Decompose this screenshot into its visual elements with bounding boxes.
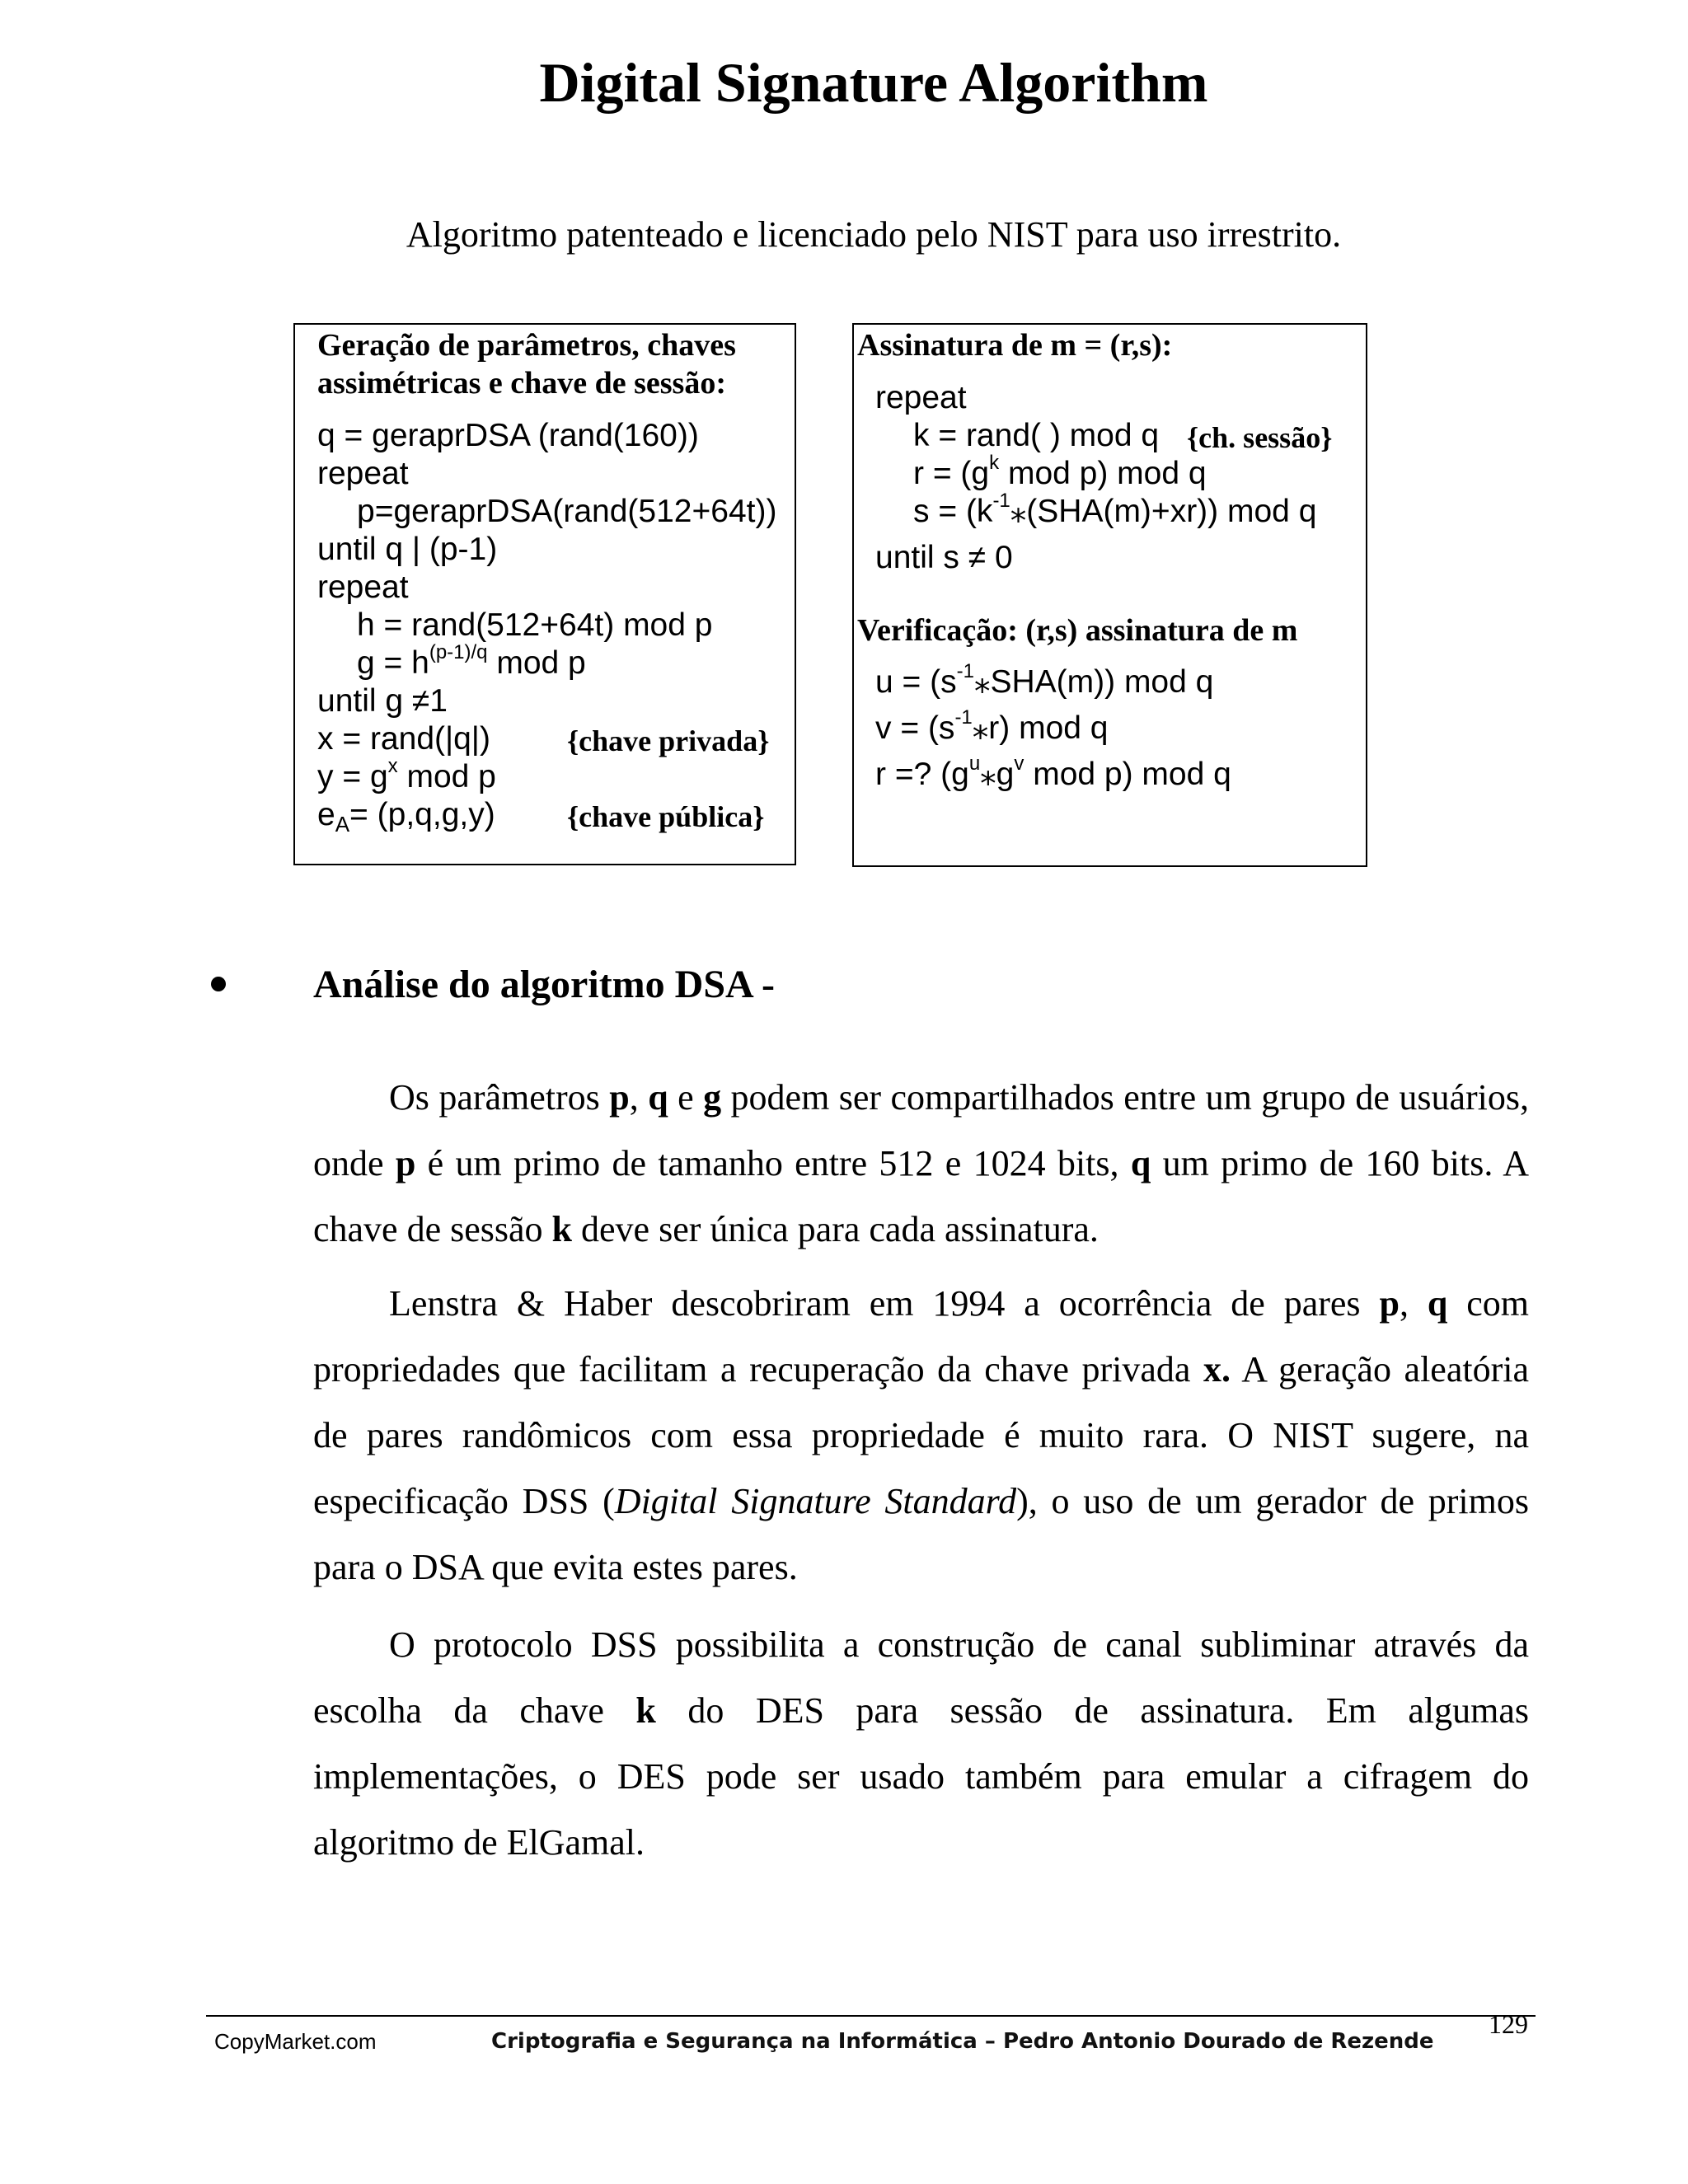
p1-text: ,: [629, 1077, 649, 1118]
right-line-1: repeat: [875, 380, 967, 415]
verify-line-2-rest: ⁎r) mod q: [972, 710, 1109, 746]
section-heading: Análise do algoritmo DSA -: [313, 963, 776, 1006]
public-key-note: {chave pública}: [567, 800, 765, 833]
p1-text: podem ser compartilhados entre um grupo de usuários, onde: [313, 1077, 1529, 1183]
paragraph-1: [313, 1065, 1529, 1263]
session-key-note: {ch. sessão}: [1187, 421, 1333, 454]
left-line-7-exponent: (p-1)/q: [429, 641, 488, 663]
footer-book-title: Criptografia e Segurança na Informática – Pedro Antonio Dourado de Rezende: [491, 2029, 1434, 2054]
verify-line-3-exponent-u: u: [968, 752, 981, 775]
verify-line-2-base: v = (s: [875, 710, 955, 746]
left-line-4: until q | (p-1): [317, 532, 498, 567]
p2-text: Lenstra & Haber descobriram em 1994 a ocorrência de pares: [389, 1283, 1380, 1324]
p1-text: Os parâmetros: [389, 1077, 610, 1118]
paragraph-3: [313, 1612, 1529, 1876]
right-line-4-base: s = (k: [913, 494, 993, 529]
left-line-10-exponent: x: [387, 755, 398, 777]
p1-text: um primo de 160 bits. A chave de sessão: [313, 1143, 1529, 1249]
right-line-4: [913, 490, 1317, 531]
p2-text: A geração aleatória de pares randômicos com essa propriedade é muito rara. O NIST sugere, na especificação DSS (: [313, 1349, 1529, 1521]
verify-line-3-rest: mod p) mod q: [1024, 757, 1231, 792]
verify-line-2-exponent: -1: [954, 706, 973, 729]
p1-text: é um primo de tamanho entre 512 e 1024 bits,: [415, 1143, 1131, 1183]
left-line-3: p=geraprDSA(rand(512+64t)): [357, 494, 777, 529]
left-line-10: [317, 755, 496, 796]
p1-bold: k: [551, 1209, 573, 1249]
left-box-heading-line2: assimétricas e chave de sessão:: [317, 366, 727, 401]
left-line-1: q = geraprDSA (rand(160)): [317, 418, 699, 453]
verify-line-3: [875, 752, 1231, 794]
left-line-11: [317, 796, 495, 837]
left-line-11-subscript: A: [335, 812, 350, 837]
p1-bold: q: [648, 1077, 668, 1118]
right-line-3: [913, 452, 1207, 493]
verify-line-2: [875, 706, 1109, 748]
footer-site: CopyMarket.com: [214, 2029, 377, 2054]
paragraph-2: [313, 1271, 1529, 1601]
page-number: 129: [1489, 2009, 1528, 2039]
verify-line-3-base: r =? (g: [875, 757, 969, 792]
footer-divider: [206, 2015, 1536, 2017]
p1-bold: g: [703, 1077, 722, 1118]
left-line-7-base: g = h: [357, 645, 429, 681]
verification-heading: Verificação: (r,s) assinatura de m: [857, 613, 1298, 648]
left-line-8: until g ≠1: [317, 683, 448, 719]
page-title: Digital Signature Algorithm: [539, 51, 1208, 114]
verify-line-1: [875, 660, 1214, 701]
left-line-6: h = rand(512+64t) mod p: [357, 607, 713, 643]
p1-bold: p: [609, 1077, 630, 1118]
p3-bold: k: [635, 1690, 656, 1731]
left-line-7-rest: mod p: [487, 645, 586, 681]
left-line-2: repeat: [317, 456, 409, 491]
verify-line-3-exponent-v: v: [1014, 752, 1025, 775]
right-line-3-rest: mod p) mod q: [999, 456, 1207, 491]
p2-bold: q: [1427, 1283, 1448, 1324]
p1-text: deve ser única para cada assinatura.: [572, 1209, 1099, 1249]
p1-bold: p: [395, 1143, 416, 1183]
p2-bold: x.: [1203, 1349, 1231, 1390]
verify-line-1-exponent: -1: [956, 660, 974, 682]
right-line-5: until s ≠ 0: [875, 540, 1013, 575]
verify-line-1-rest: ⁎SHA(m)) mod q: [973, 664, 1214, 700]
p1-bold: q: [1130, 1143, 1151, 1183]
p2-text: ,: [1399, 1283, 1428, 1324]
right-line-3-base: r = (g: [913, 456, 990, 491]
p2-italic: Digital Signature Standard: [614, 1481, 1017, 1521]
p1-text: e: [668, 1077, 704, 1118]
private-key-note: {chave privada}: [567, 724, 770, 757]
verify-line-1-base: u = (s: [875, 664, 957, 700]
left-line-10-rest: mod p: [397, 759, 496, 794]
intro-text: Algoritmo patenteado e licenciado pelo NIST para uso irrestrito.: [406, 214, 1342, 255]
right-line-4-exponent: -1: [992, 490, 1010, 512]
p3-text: do DES para sessão de assinatura. Em algumas implementações, o DES pode ser usado também para emular a cifragem do algoritmo de ElGamal.: [313, 1690, 1529, 1863]
right-line-3-exponent: k: [989, 452, 1000, 474]
left-box-heading-line1: Geração de parâmetros, chaves: [317, 328, 736, 363]
signature-heading: Assinatura de m = (r,s):: [857, 328, 1173, 363]
p3-text: O protocolo DSS possibilita a construção de canal subliminar através da escolha da chave: [313, 1624, 1529, 1731]
left-line-7: [357, 641, 586, 682]
bullet-icon: [211, 977, 226, 991]
left-line-9: x = rand(|q|): [317, 721, 490, 757]
left-line-11-rest: = (p,q,g,y): [349, 797, 495, 832]
p2-text: com propriedades que facilitam a recuperação da chave privada: [313, 1283, 1530, 1390]
left-line-10-base: y = g: [317, 759, 388, 794]
left-line-11-base: e: [317, 797, 335, 832]
right-line-2: k = rand( ) mod q: [913, 418, 1160, 453]
right-line-4-rest: ⁎(SHA(m)+xr)) mod q: [1010, 494, 1317, 529]
left-line-5: repeat: [317, 569, 409, 605]
verify-line-3-mid: ⁎g: [980, 757, 1015, 792]
p2-text: ), o uso de um gerador de primos para o DSA que evita estes pares.: [313, 1481, 1529, 1587]
p2-bold: p: [1379, 1283, 1400, 1324]
